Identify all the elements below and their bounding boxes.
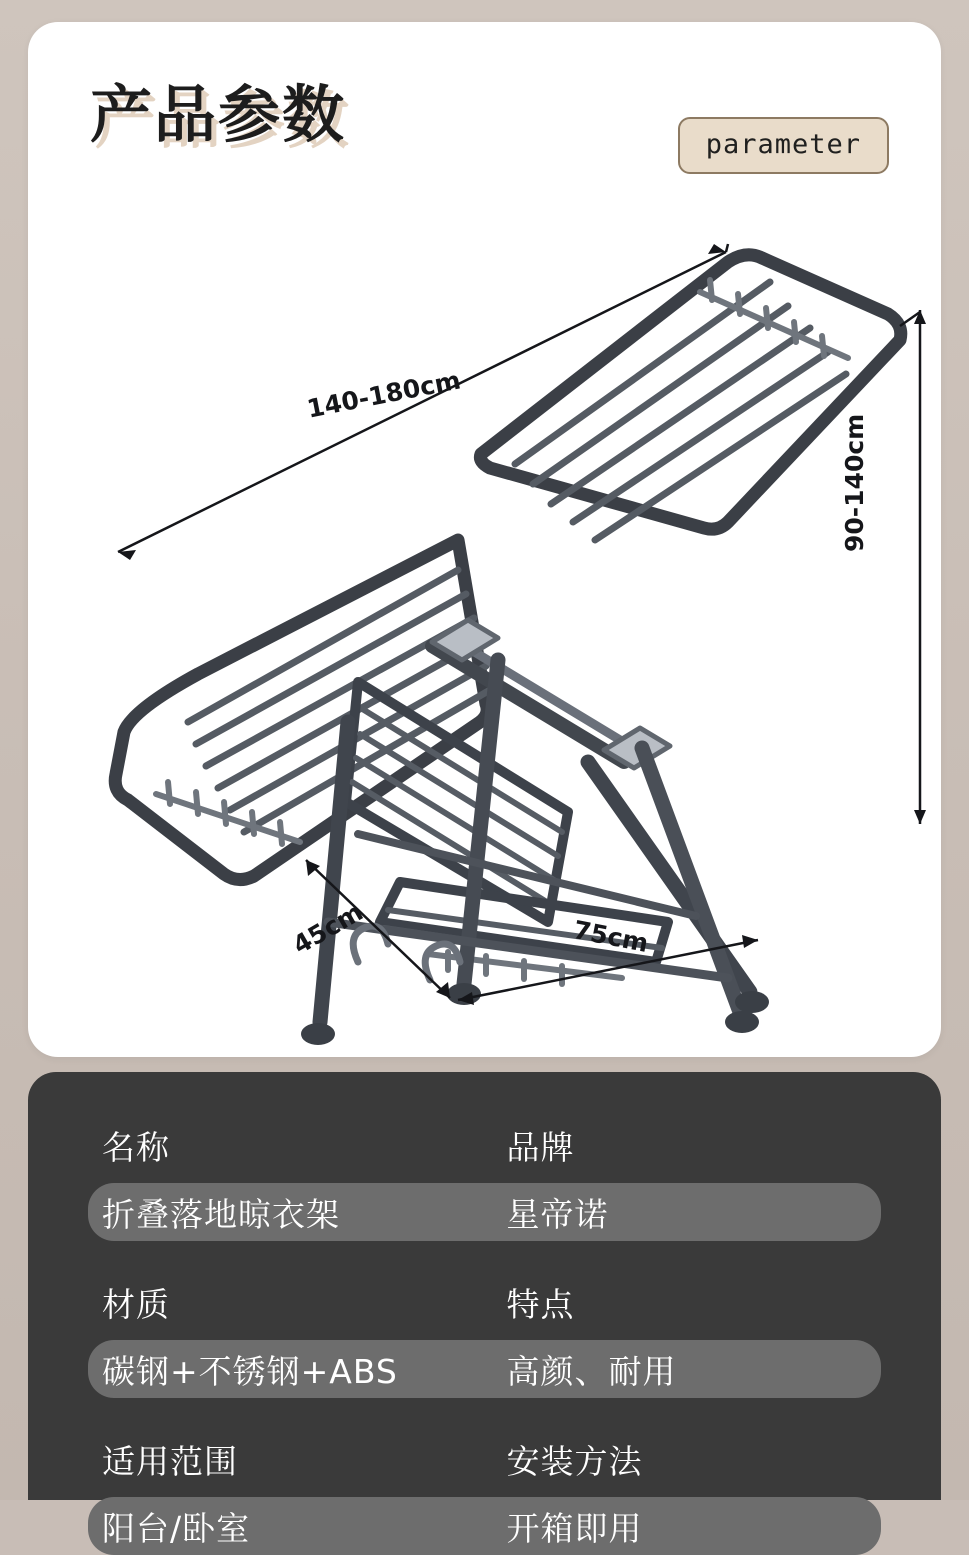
dimension-label-depth-left: 45cm — [287, 897, 368, 960]
dimension-label-height: 90-140cm — [840, 413, 869, 552]
spec-value-scope: 阳台/卧室 — [102, 1508, 251, 1548]
spec-value-brand: 星帝诺 — [506, 1194, 609, 1234]
page-title: 产品参数 — [90, 78, 347, 151]
product-illustration — [28, 222, 941, 1022]
spec-table — [28, 1072, 941, 1548]
spec-value-feature: 高颜、耐用 — [506, 1351, 677, 1391]
spec-keys-row-1 — [88, 1112, 881, 1179]
drying-rack-drawing — [28, 222, 941, 1022]
spec-key-name: 名称 — [102, 1128, 170, 1167]
spec-value-name: 折叠落地晾衣架 — [102, 1194, 340, 1234]
spec-values-row-3 — [88, 1497, 881, 1555]
spec-value-material: 碳钢+不锈钢+ABS — [102, 1351, 398, 1391]
spec-key-feature: 特点 — [506, 1285, 575, 1324]
spec-value-install: 开箱即用 — [506, 1508, 643, 1548]
dimension-label-depth-right: 75cm — [570, 915, 651, 958]
spec-key-scope: 适用范围 — [102, 1442, 238, 1481]
spec-values-row-2 — [88, 1340, 881, 1398]
spec-keys-row-2 — [88, 1269, 881, 1336]
product-parameter-card — [28, 22, 941, 1057]
spec-key-material: 材质 — [102, 1285, 170, 1324]
spec-keys-row-3 — [88, 1426, 881, 1493]
spec-key-brand: 品牌 — [506, 1128, 575, 1167]
spec-key-install: 安装方法 — [506, 1442, 643, 1481]
page-title-wrap — [90, 78, 347, 151]
dimension-label-width: 140-180cm — [304, 365, 463, 424]
parameter-badge: parameter — [678, 117, 889, 174]
spec-values-row-1 — [88, 1183, 881, 1241]
